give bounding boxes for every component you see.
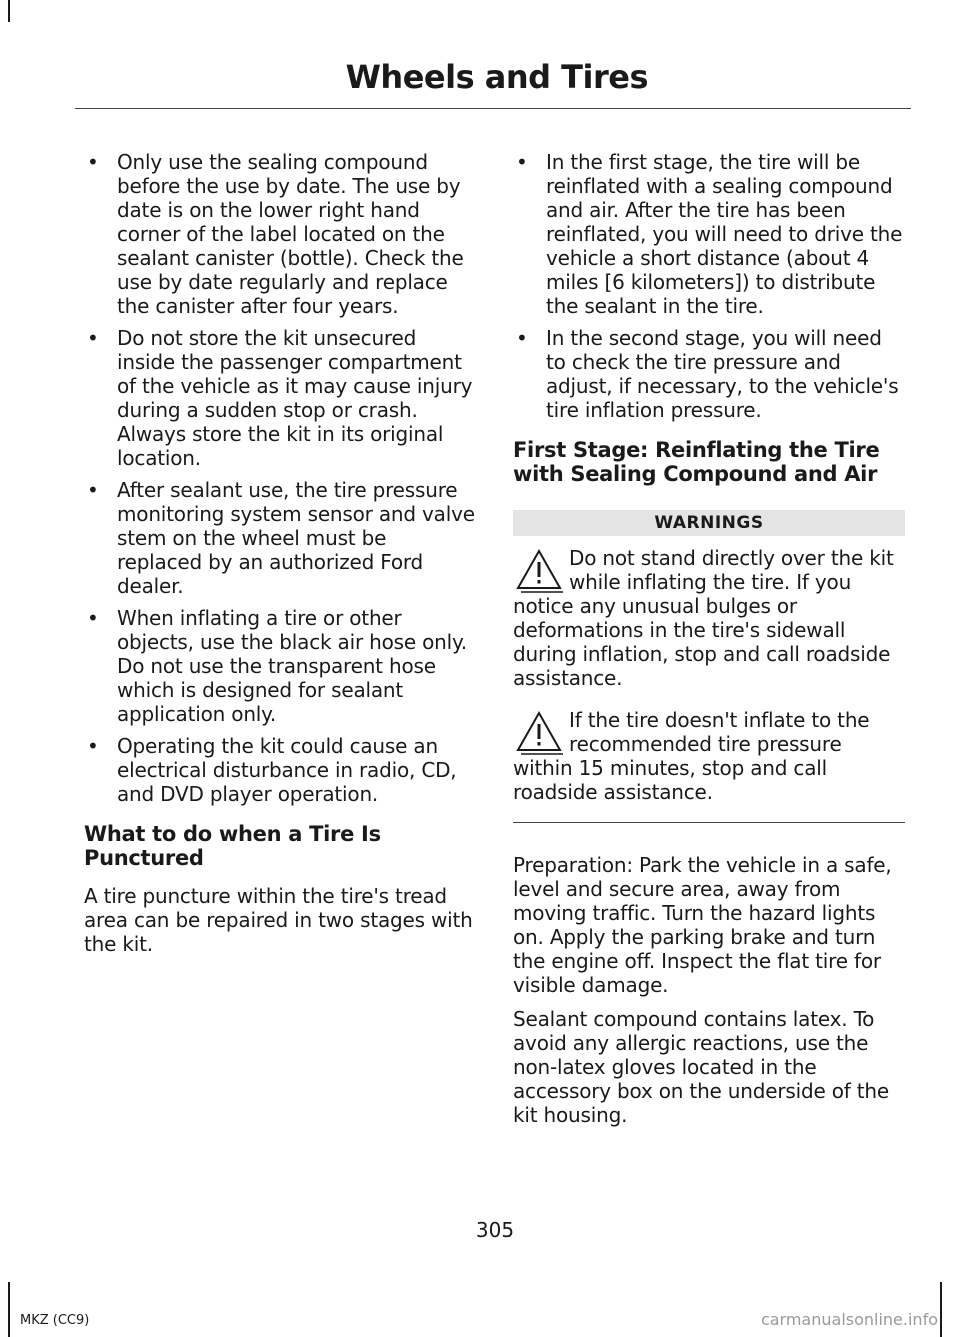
right-column: [513, 150, 905, 1137]
bullet-dot-icon: •: [516, 326, 528, 350]
bullet-dot-icon: •: [87, 734, 99, 758]
crop-mark-top-left: [8, 0, 10, 22]
header-divider: [75, 108, 911, 109]
page-number: 305: [475, 1218, 515, 1242]
bullet-dot-icon: •: [87, 326, 99, 350]
warning-triangle-icon: [513, 546, 565, 594]
section-heading-first-stage: First Stage: Reinflating the Tire with Sealing Compound and Air: [513, 438, 880, 486]
crop-mark-bottom-left: [8, 1282, 10, 1337]
warning-item: [513, 708, 905, 804]
latex-paragraph: Sealant compound contains latex. To avoid any allergic reactions, use the non-latex gloves located in the accessory box on the underside of the kit housing.: [513, 1007, 889, 1127]
preparation-paragraph: Preparation: Park the vehicle in a safe, level and secure area, away from moving traffic. Turn the hazard lights on. Apply the parking brake and turn the engine off. Inspect the flat tire for visible damage.: [513, 853, 892, 997]
warnings-end-divider: [513, 822, 905, 823]
right-bullet-list: [513, 150, 905, 422]
footer-watermark: carmanualsonline.info: [760, 1310, 938, 1329]
section-heading-puncture: What to do when a Tire Is Punctured: [84, 822, 381, 870]
list-item: • Only use the sealing compound before the use by date. The use by date is on the lower right hand corner of the label located on the sealant canister (bottle). Check the use by date regularly and replace the canister after four years.: [87, 150, 464, 318]
bullet-dot-icon: •: [87, 478, 99, 502]
list-item: • When inflating a tire or other objects, use the black air hose only. Do not use the transparent hose which is designed for sealant application only.: [87, 606, 467, 726]
left-bullet-list: [84, 150, 476, 806]
puncture-paragraph: A tire puncture within the tire's tread area can be repaired in two stages with the kit.: [84, 884, 473, 956]
warning-triangle-icon: [513, 708, 565, 756]
warnings-header: WARNINGS: [513, 510, 905, 536]
bullet-dot-icon: •: [87, 150, 99, 174]
bullet-dot-icon: •: [516, 150, 528, 174]
warning-text: Do not stand directly over the kit while inflating the tire. If you notice any unusual bulges or deformations in the tire's sidewall during inflation, stop and call roadside assistance.: [513, 546, 894, 690]
page-title: Wheels and Tires: [345, 58, 648, 96]
warning-item: [513, 546, 905, 690]
warning-text: If the tire doesn't inflate to the recommended tire pressure within 15 minutes, stop and call roadside assistance.: [513, 708, 870, 804]
left-column: [84, 150, 476, 966]
list-item: • In the second stage, you will need to check the tire pressure and adjust, if necessary, to the vehicle's tire inflation pressure.: [516, 326, 899, 422]
bullet-dot-icon: •: [87, 606, 99, 630]
footer-model: MKZ (CC9): [20, 1313, 90, 1328]
list-item: • Operating the kit could cause an electrical disturbance in radio, CD, and DVD player operation.: [87, 734, 457, 806]
list-item: • After sealant use, the tire pressure monitoring system sensor and valve stem on the wheel must be replaced by an authorized Ford dealer.: [87, 478, 475, 598]
crop-mark-bottom-right: [940, 1282, 942, 1337]
list-item: • Do not store the kit unsecured inside the passenger compartment of the vehicle as it may cause injury during a sudden stop or crash. Always store the kit in its original location.: [87, 326, 473, 470]
list-item: • In the first stage, the tire will be reinflated with a sealing compound and air. After the tire has been reinflated, you will need to drive the vehicle a short distance (about 4 miles [6 kilometers]) to distribute the sealant in the tire.: [516, 150, 903, 318]
